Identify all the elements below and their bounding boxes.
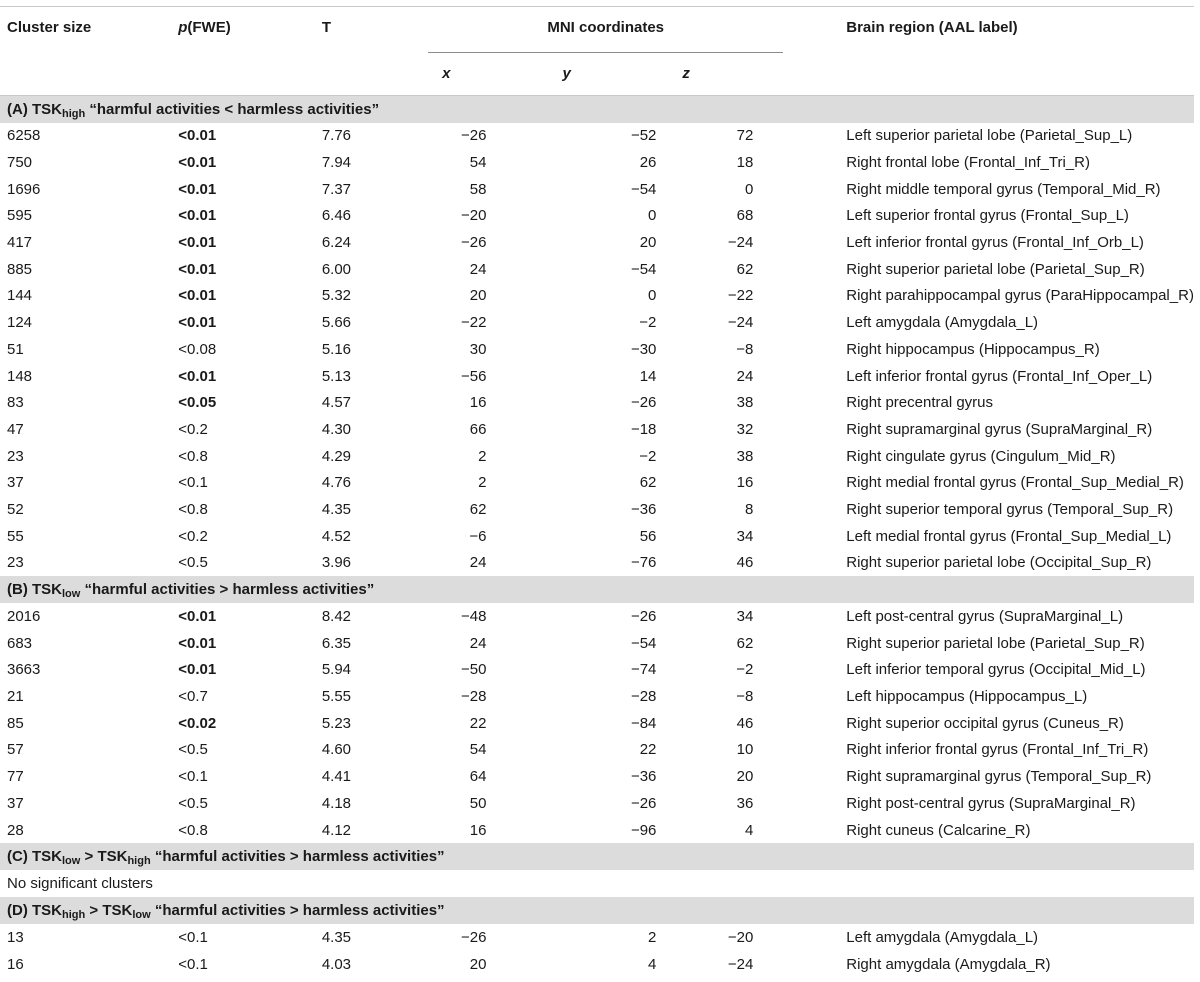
table-row bbox=[0, 309, 1194, 336]
mni-y-cell: −2 bbox=[639, 447, 657, 465]
brain-region-cell: Right cingulate gyrus (Cingulum_Mid_R) bbox=[846, 447, 1116, 465]
p-fwe-cell: <0.08 bbox=[178, 340, 217, 358]
mni-x-cell: 24 bbox=[469, 554, 487, 572]
mni-z-cell: −24 bbox=[727, 234, 754, 252]
brain-region-cell: Left inferior frontal gyrus (Frontal_Inf_Orb_L) bbox=[846, 234, 1144, 252]
mni-z-cell: 34 bbox=[736, 527, 754, 545]
cluster-size-cell: 55 bbox=[7, 527, 24, 545]
header-p-fwe bbox=[178, 7, 322, 54]
t-value-cell: 6.46 bbox=[321, 207, 352, 225]
table-row bbox=[0, 523, 1194, 550]
spacer-cell bbox=[783, 416, 846, 443]
header-t: T bbox=[322, 7, 428, 54]
cluster-table bbox=[0, 6, 1194, 977]
section-d-prefix: (D) TSK bbox=[7, 902, 62, 920]
mni-x-cell: 62 bbox=[469, 500, 487, 518]
mni-z-cell: 32 bbox=[736, 420, 754, 438]
p-fwe-cell: <0.01 bbox=[178, 207, 217, 225]
header-mni bbox=[428, 7, 783, 54]
mni-z-cell: 8 bbox=[744, 500, 754, 518]
section-d-sub2: low bbox=[132, 909, 151, 922]
brain-region-cell: Right supramarginal gyrus (SupraMarginal_R) bbox=[846, 420, 1153, 438]
table-row bbox=[0, 203, 1194, 230]
cluster-size-cell: 683 bbox=[7, 634, 33, 652]
table-row bbox=[0, 176, 1194, 203]
section-c-header bbox=[0, 843, 1194, 870]
mni-y-cell: −76 bbox=[630, 554, 657, 572]
t-value-cell: 7.37 bbox=[321, 180, 352, 198]
t-value-cell: 4.52 bbox=[321, 527, 352, 545]
cluster-size-cell: 77 bbox=[7, 768, 24, 786]
p-fwe-cell: <0.2 bbox=[178, 527, 208, 545]
p-fwe-cell: <0.01 bbox=[178, 367, 217, 385]
t-value-cell: 6.24 bbox=[321, 234, 352, 252]
section-c-prefix: (C) TSK bbox=[7, 848, 62, 866]
mni-x-cell: 24 bbox=[469, 260, 487, 278]
mni-x-cell: 54 bbox=[469, 741, 487, 759]
mni-y-cell: −26 bbox=[630, 608, 657, 626]
cluster-size-cell: 144 bbox=[7, 287, 33, 305]
mni-y-cell: −36 bbox=[630, 500, 657, 518]
cluster-size-cell: 51 bbox=[7, 340, 24, 358]
mni-z-cell: 46 bbox=[736, 554, 754, 572]
spacer-cell bbox=[783, 363, 846, 390]
spacer-cell bbox=[783, 630, 846, 657]
brain-region-cell: Left post-central gyrus (SupraMarginal_L) bbox=[846, 608, 1124, 626]
cluster-size-cell: 2016 bbox=[7, 608, 41, 626]
mni-x-cell: −56 bbox=[461, 367, 487, 385]
table-row bbox=[0, 817, 1194, 844]
t-value-cell: 5.13 bbox=[321, 367, 352, 385]
mni-x-cell: 20 bbox=[469, 955, 487, 973]
t-value-cell: 8.42 bbox=[321, 608, 352, 626]
table-row bbox=[0, 283, 1194, 310]
spacer-cell bbox=[783, 469, 846, 496]
table-row bbox=[0, 603, 1194, 630]
spacer-cell bbox=[783, 309, 846, 336]
mni-z-cell: 10 bbox=[736, 741, 754, 759]
section-b-sub: low bbox=[62, 588, 81, 601]
header-p-italic: p bbox=[178, 19, 188, 36]
cluster-size-cell: 23 bbox=[7, 447, 24, 465]
brain-region-cell: Right inferior frontal gyrus (Frontal_Inf_Tri_R) bbox=[846, 741, 1149, 759]
header-row bbox=[0, 7, 1194, 54]
spacer-cell bbox=[783, 149, 846, 176]
brain-region-cell: Right parahippocampal gyrus (ParaHippocampal_R) bbox=[846, 287, 1194, 305]
subheader-row bbox=[0, 53, 1194, 95]
p-fwe-cell: <0.01 bbox=[178, 127, 217, 145]
spacer-cell bbox=[783, 203, 846, 230]
brain-region-cell: Right superior temporal gyrus (Temporal_Sup_R) bbox=[846, 500, 1174, 518]
mni-y-cell: −54 bbox=[630, 634, 657, 652]
mni-z-cell: −24 bbox=[727, 314, 754, 332]
table-row bbox=[0, 229, 1194, 256]
mni-y-cell: 62 bbox=[639, 474, 657, 492]
spacer-cell bbox=[783, 817, 846, 844]
header-z: z bbox=[664, 53, 783, 95]
mni-z-cell: 36 bbox=[736, 794, 754, 812]
spacer-cell bbox=[783, 737, 846, 764]
t-value-cell: 5.23 bbox=[321, 714, 352, 732]
brain-region-cell: Right frontal lobe (Frontal_Inf_Tri_R) bbox=[846, 154, 1090, 172]
cluster-size-cell: 750 bbox=[7, 154, 33, 172]
t-value-cell: 7.94 bbox=[321, 154, 352, 172]
mni-y-cell: 22 bbox=[639, 741, 657, 759]
spacer-cell bbox=[783, 229, 846, 256]
mni-z-cell: 46 bbox=[736, 714, 754, 732]
spacer-cell bbox=[783, 924, 846, 951]
t-value-cell: 5.32 bbox=[321, 287, 352, 305]
spacer-cell bbox=[783, 550, 846, 577]
no-clusters-text: No significant clusters bbox=[7, 875, 153, 893]
brain-region-cell: Left amygdala (Amygdala_L) bbox=[846, 314, 1039, 332]
mni-z-cell: 38 bbox=[736, 394, 754, 412]
header-p-rest: (FWE) bbox=[187, 19, 231, 36]
cluster-size-cell: 52 bbox=[7, 500, 24, 518]
p-fwe-cell: <0.1 bbox=[178, 768, 208, 786]
p-fwe-cell: <0.05 bbox=[178, 394, 217, 412]
brain-region-cell: Right post-central gyrus (SupraMarginal_R) bbox=[846, 794, 1136, 812]
section-a-rest: “harmful activities < harmless activities” bbox=[85, 100, 380, 118]
brain-region-cell: Left superior frontal gyrus (Frontal_Sup_L) bbox=[846, 207, 1129, 225]
cluster-size-cell: 28 bbox=[7, 821, 24, 839]
cluster-size-cell: 23 bbox=[7, 554, 24, 572]
table-row bbox=[0, 149, 1194, 176]
mni-y-cell: −52 bbox=[630, 127, 657, 145]
spacer-cell bbox=[783, 336, 846, 363]
header-cluster-size: Cluster size bbox=[0, 7, 178, 54]
t-value-cell: 5.66 bbox=[321, 314, 352, 332]
table-row bbox=[0, 443, 1194, 470]
mni-y-cell: −30 bbox=[630, 340, 657, 358]
table-row bbox=[0, 416, 1194, 443]
mni-z-cell: −20 bbox=[727, 928, 754, 946]
table-row bbox=[0, 256, 1194, 283]
t-value-cell: 5.16 bbox=[321, 340, 352, 358]
mni-z-cell: 18 bbox=[736, 154, 754, 172]
spacer-cell bbox=[783, 496, 846, 523]
spacer-cell bbox=[783, 951, 846, 978]
mni-y-cell: 0 bbox=[648, 287, 657, 305]
cluster-size-cell: 595 bbox=[7, 207, 33, 225]
mni-x-cell: −50 bbox=[461, 661, 487, 679]
section-c-rest: “harmful activities > harmless activities” bbox=[150, 848, 445, 866]
mni-x-cell: −20 bbox=[461, 207, 487, 225]
brain-region-cell: Right middle temporal gyrus (Temporal_Mid_R) bbox=[846, 180, 1161, 198]
section-c-sub1: low bbox=[62, 855, 81, 868]
table-row bbox=[0, 389, 1194, 416]
mni-z-cell: −24 bbox=[727, 955, 754, 973]
mni-x-cell: 16 bbox=[469, 821, 487, 839]
header-x: x bbox=[428, 53, 546, 95]
mni-x-cell: −26 bbox=[461, 928, 487, 946]
t-value-cell: 5.94 bbox=[321, 661, 352, 679]
p-fwe-cell: <0.01 bbox=[178, 180, 217, 198]
mni-z-cell: −22 bbox=[727, 287, 754, 305]
p-fwe-cell: <0.01 bbox=[178, 314, 217, 332]
brain-region-cell: Right precentral gyrus bbox=[846, 394, 993, 412]
mni-z-cell: −2 bbox=[736, 661, 754, 679]
cluster-size-cell: 21 bbox=[7, 688, 24, 706]
p-fwe-cell: <0.1 bbox=[178, 474, 208, 492]
cluster-size-cell: 3663 bbox=[7, 661, 41, 679]
table-row bbox=[0, 363, 1194, 390]
mni-x-cell: 2 bbox=[478, 474, 487, 492]
table-row bbox=[0, 763, 1194, 790]
table-row bbox=[0, 710, 1194, 737]
mni-z-cell: −8 bbox=[736, 688, 754, 706]
section-a-sub: high bbox=[62, 107, 86, 120]
p-fwe-cell: <0.01 bbox=[178, 154, 217, 172]
p-fwe-cell: <0.5 bbox=[178, 794, 208, 812]
mni-x-cell: 20 bbox=[469, 287, 487, 305]
mni-x-cell: 16 bbox=[469, 394, 487, 412]
t-value-cell: 6.35 bbox=[321, 634, 352, 652]
p-fwe-cell: <0.1 bbox=[178, 955, 208, 973]
spacer-cell bbox=[783, 123, 846, 150]
spacer-cell bbox=[783, 443, 846, 470]
t-value-cell: 4.18 bbox=[321, 794, 352, 812]
section-d-header bbox=[0, 897, 1194, 924]
mni-x-cell: −48 bbox=[461, 608, 487, 626]
cluster-size-cell: 37 bbox=[7, 794, 24, 812]
t-value-cell: 4.03 bbox=[321, 955, 352, 973]
mni-z-cell: 16 bbox=[736, 474, 754, 492]
table-row bbox=[0, 924, 1194, 951]
brain-region-cell: Right supramarginal gyrus (Temporal_Sup_R) bbox=[846, 768, 1152, 786]
p-fwe-cell: <0.5 bbox=[178, 741, 208, 759]
section-d-sub1: high bbox=[62, 909, 86, 922]
mni-z-cell: −8 bbox=[736, 340, 754, 358]
cluster-size-cell: 83 bbox=[7, 394, 24, 412]
spacer-cell bbox=[783, 763, 846, 790]
t-value-cell: 4.35 bbox=[321, 500, 352, 518]
cluster-size-cell: 417 bbox=[7, 234, 33, 252]
table-row bbox=[0, 496, 1194, 523]
t-value-cell: 4.29 bbox=[321, 447, 352, 465]
mni-y-cell: −26 bbox=[630, 794, 657, 812]
brain-region-cell: Right superior parietal lobe (Parietal_Sup_R) bbox=[846, 634, 1145, 652]
p-fwe-cell: <0.01 bbox=[178, 661, 217, 679]
mni-y-cell: 14 bbox=[639, 367, 657, 385]
mni-z-cell: 62 bbox=[736, 634, 754, 652]
mni-x-cell: −26 bbox=[461, 127, 487, 145]
p-fwe-cell: <0.8 bbox=[178, 500, 208, 518]
cluster-size-cell: 13 bbox=[7, 928, 24, 946]
mni-y-cell: −74 bbox=[630, 661, 657, 679]
brain-region-cell: Left medial frontal gyrus (Frontal_Sup_Medial_L) bbox=[846, 527, 1172, 545]
no-clusters-row bbox=[0, 870, 1194, 897]
mni-y-cell: 26 bbox=[639, 154, 657, 172]
p-fwe-cell: <0.01 bbox=[178, 608, 217, 626]
p-fwe-cell: <0.01 bbox=[178, 260, 217, 278]
section-a-prefix: (A) TSK bbox=[7, 100, 62, 118]
t-value-cell: 7.76 bbox=[321, 127, 352, 145]
mni-y-cell: −96 bbox=[630, 821, 657, 839]
mni-z-cell: 68 bbox=[736, 207, 754, 225]
p-fwe-cell: <0.01 bbox=[178, 287, 217, 305]
p-fwe-cell: <0.5 bbox=[178, 554, 208, 572]
spacer-cell bbox=[783, 283, 846, 310]
mni-z-cell: 24 bbox=[736, 367, 754, 385]
header-y: y bbox=[546, 53, 664, 95]
mni-x-cell: −22 bbox=[461, 314, 487, 332]
table-row bbox=[0, 630, 1194, 657]
mni-x-cell: 64 bbox=[469, 768, 487, 786]
t-value-cell: 4.12 bbox=[321, 821, 352, 839]
brain-region-cell: Right cuneus (Calcarine_R) bbox=[846, 821, 1031, 839]
section-d-mid: > TSK bbox=[85, 902, 133, 920]
p-fwe-cell: <0.1 bbox=[178, 928, 208, 946]
mni-x-cell: −6 bbox=[469, 527, 487, 545]
mni-x-cell: 22 bbox=[469, 714, 487, 732]
mni-x-cell: 2 bbox=[478, 447, 487, 465]
mni-x-cell: −26 bbox=[461, 234, 487, 252]
mni-x-cell: 30 bbox=[469, 340, 487, 358]
mni-x-cell: 66 bbox=[469, 420, 487, 438]
brain-region-cell: Right medial frontal gyrus (Frontal_Sup_Medial_R) bbox=[846, 474, 1184, 492]
section-b-rest: “harmful activities > harmless activities” bbox=[80, 581, 375, 599]
brain-region-cell: Left amygdala (Amygdala_L) bbox=[846, 928, 1039, 946]
mni-z-cell: 72 bbox=[736, 127, 754, 145]
mni-x-cell: −28 bbox=[461, 688, 487, 706]
brain-region-cell: Right superior occipital gyrus (Cuneus_R) bbox=[846, 714, 1124, 732]
spacer-cell bbox=[783, 657, 846, 684]
spacer-cell bbox=[783, 523, 846, 550]
t-value-cell: 4.57 bbox=[321, 394, 352, 412]
brain-region-cell: Left hippocampus (Hippocampus_L) bbox=[846, 688, 1088, 706]
spacer-cell bbox=[783, 176, 846, 203]
table-row bbox=[0, 790, 1194, 817]
cluster-size-cell: 124 bbox=[7, 314, 33, 332]
brain-region-cell: Left inferior temporal gyrus (Occipital_Mid_L) bbox=[846, 661, 1146, 679]
table-row bbox=[0, 336, 1194, 363]
spacer-cell bbox=[783, 683, 846, 710]
cluster-size-cell: 6258 bbox=[7, 127, 41, 145]
p-fwe-cell: <0.01 bbox=[178, 634, 217, 652]
mni-y-cell: 4 bbox=[648, 955, 657, 973]
mni-y-cell: −54 bbox=[630, 260, 657, 278]
cluster-size-cell: 57 bbox=[7, 741, 24, 759]
table-row bbox=[0, 469, 1194, 496]
t-value-cell: 4.76 bbox=[321, 474, 352, 492]
mni-z-cell: 20 bbox=[736, 768, 754, 786]
mni-y-cell: 20 bbox=[639, 234, 657, 252]
cluster-size-cell: 1696 bbox=[7, 180, 41, 198]
t-value-cell: 4.41 bbox=[321, 768, 352, 786]
brain-region-cell: Right amygdala (Amygdala_R) bbox=[846, 955, 1051, 973]
table-row bbox=[0, 737, 1194, 764]
header-mni-label: MNI coordinates bbox=[547, 19, 665, 36]
mni-y-cell: 2 bbox=[648, 928, 657, 946]
section-d-rest: “harmful activities > harmless activities” bbox=[150, 902, 445, 920]
mni-y-cell: 56 bbox=[639, 527, 657, 545]
mni-z-cell: 62 bbox=[736, 260, 754, 278]
p-fwe-cell: <0.2 bbox=[178, 420, 208, 438]
cluster-size-cell: 885 bbox=[7, 260, 33, 278]
spacer-cell bbox=[783, 710, 846, 737]
mni-y-cell: −28 bbox=[630, 688, 657, 706]
mni-x-cell: 54 bbox=[469, 154, 487, 172]
brain-region-cell: Right superior parietal lobe (Occipital_Sup_R) bbox=[846, 554, 1152, 572]
mni-z-cell: 4 bbox=[744, 821, 754, 839]
table-row bbox=[0, 123, 1194, 150]
mni-z-cell: 34 bbox=[736, 608, 754, 626]
table-row bbox=[0, 951, 1194, 978]
brain-region-cell: Right hippocampus (Hippocampus_R) bbox=[846, 340, 1100, 358]
mni-z-cell: 0 bbox=[744, 180, 754, 198]
section-a-header bbox=[0, 95, 1194, 123]
table-row bbox=[0, 657, 1194, 684]
t-value-cell: 6.00 bbox=[321, 260, 352, 278]
mni-y-cell: −2 bbox=[639, 314, 657, 332]
section-c-mid: > TSK bbox=[80, 848, 128, 866]
cluster-size-cell: 16 bbox=[7, 955, 24, 973]
table-row bbox=[0, 550, 1194, 577]
spacer-cell bbox=[783, 389, 846, 416]
brain-region-cell: Right superior parietal lobe (Parietal_Sup_R) bbox=[846, 260, 1145, 278]
spacer-cell bbox=[783, 256, 846, 283]
mni-y-cell: −54 bbox=[630, 180, 657, 198]
mni-y-cell: −18 bbox=[630, 420, 657, 438]
t-value-cell: 4.35 bbox=[321, 928, 352, 946]
brain-region-cell: Left superior parietal lobe (Parietal_Sup_L) bbox=[846, 127, 1133, 145]
mni-y-cell: −84 bbox=[630, 714, 657, 732]
mni-z-cell: 38 bbox=[736, 447, 754, 465]
t-value-cell: 5.55 bbox=[321, 688, 352, 706]
section-b-header bbox=[0, 576, 1194, 603]
mni-y-cell: 0 bbox=[648, 207, 657, 225]
table-row bbox=[0, 683, 1194, 710]
p-fwe-cell: <0.01 bbox=[178, 234, 217, 252]
mni-y-cell: −36 bbox=[630, 768, 657, 786]
t-value-cell: 4.30 bbox=[321, 420, 352, 438]
p-fwe-cell: <0.8 bbox=[178, 447, 208, 465]
cluster-size-cell: 148 bbox=[7, 367, 33, 385]
cluster-size-cell: 47 bbox=[7, 420, 24, 438]
t-value-cell: 4.60 bbox=[321, 741, 352, 759]
p-fwe-cell: <0.7 bbox=[178, 688, 208, 706]
mni-x-cell: 24 bbox=[469, 634, 487, 652]
header-spacer bbox=[783, 7, 846, 54]
p-fwe-cell: <0.8 bbox=[178, 821, 208, 839]
spacer-cell bbox=[783, 603, 846, 630]
cluster-size-cell: 37 bbox=[7, 474, 24, 492]
mni-x-cell: 58 bbox=[469, 180, 487, 198]
section-c-sub2: high bbox=[127, 855, 151, 868]
mni-x-cell: 50 bbox=[469, 794, 487, 812]
section-b-prefix: (B) TSK bbox=[7, 581, 62, 599]
p-fwe-cell: <0.02 bbox=[178, 714, 217, 732]
t-value-cell: 3.96 bbox=[321, 554, 352, 572]
cluster-size-cell: 85 bbox=[7, 714, 24, 732]
mni-y-cell: −26 bbox=[630, 394, 657, 412]
spacer-cell bbox=[783, 790, 846, 817]
header-region: Brain region (AAL label) bbox=[846, 7, 1194, 54]
brain-region-cell: Left inferior frontal gyrus (Frontal_Inf_Oper_L) bbox=[846, 367, 1153, 385]
